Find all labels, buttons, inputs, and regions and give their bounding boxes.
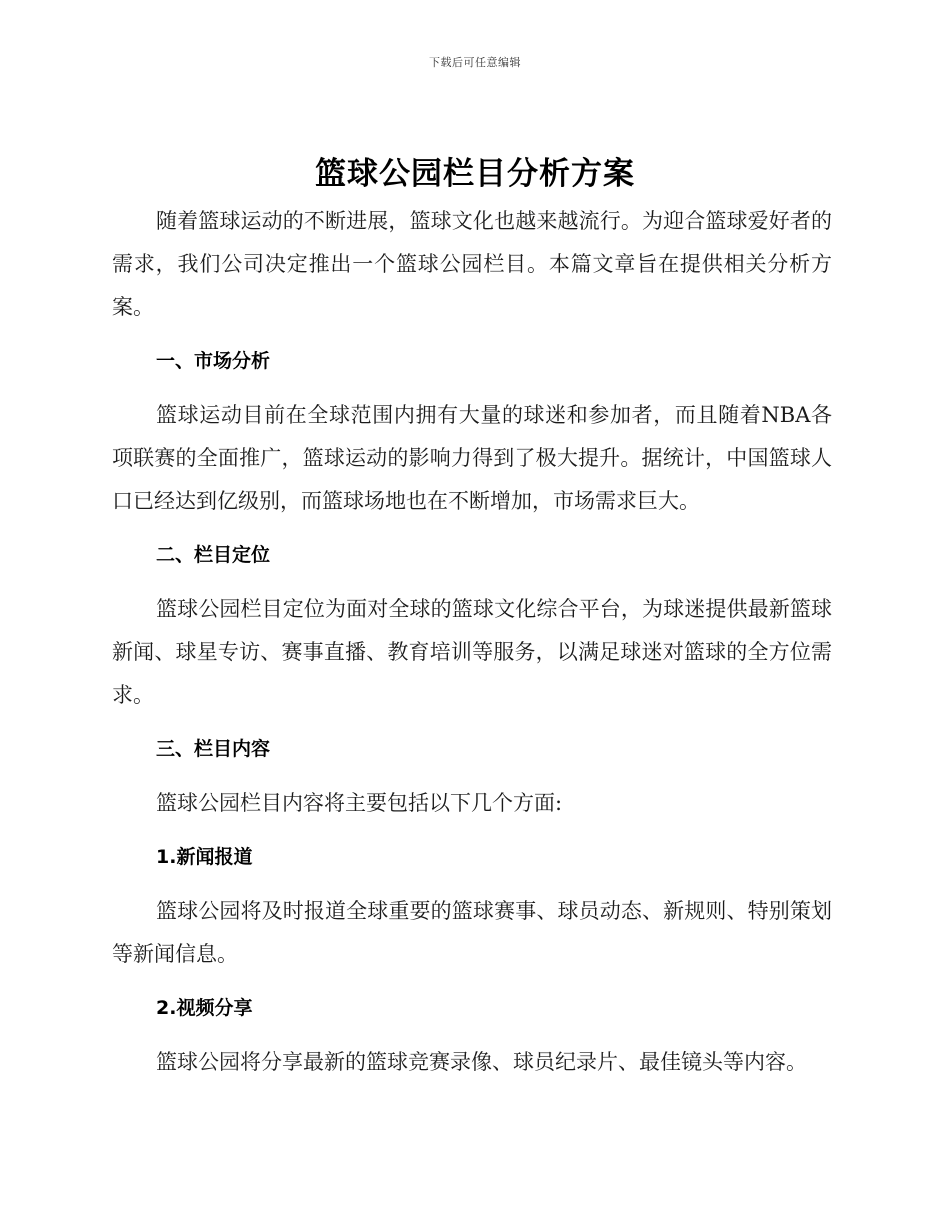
section-paragraph-content: 篮球公园栏目内容将主要包括以下几个方面: <box>156 791 563 815</box>
section-heading-content: 三、栏目内容 <box>156 738 271 760</box>
header-note: 下载后可任意编辑 <box>429 56 521 69</box>
subsection-paragraph-video: 篮球公园将分享最新的篮球竞赛录像、球员纪录片、最佳镜头等内容。 <box>156 1050 807 1074</box>
document-title: 篮球公园栏目分析方案 <box>315 156 635 192</box>
intro-paragraph: 随着篮球运动的不断进展，篮球文化也越来越流行。为迎合篮球爱好者的需求，我们公司决定推出一个篮球公园栏目。本篇文章旨在提供相关分析方案。 <box>112 209 832 319</box>
section-heading-market: 一、市场分析 <box>156 350 271 372</box>
subsection-heading-video: 2.视频分享 <box>156 997 253 1019</box>
section-paragraph-market: 篮球运动目前在全球范围内拥有大量的球迷和参加者，而且随着NBA各项联赛的全面推广，篮球运动的影响力得到了极大提升。据统计，中国篮球人口已经达到亿级别，而篮球场地也在不断增加，市场需求巨大。 <box>112 403 832 513</box>
section-heading-positioning: 二、栏目定位 <box>156 544 271 566</box>
document-body <box>112 200 832 1095</box>
subsection-paragraph-news: 篮球公园将及时报道全球重要的篮球赛事、球员动态、新规则、特别策划等新闻信息。 <box>112 899 832 966</box>
subsection-heading-news: 1.新闻报道 <box>156 846 253 868</box>
section-paragraph-positioning: 篮球公园栏目定位为面对全球的篮球文化综合平台，为球迷提供最新篮球新闻、球星专访、赛事直播、教育培训等服务，以满足球迷对篮球的全方位需求。 <box>112 597 832 707</box>
